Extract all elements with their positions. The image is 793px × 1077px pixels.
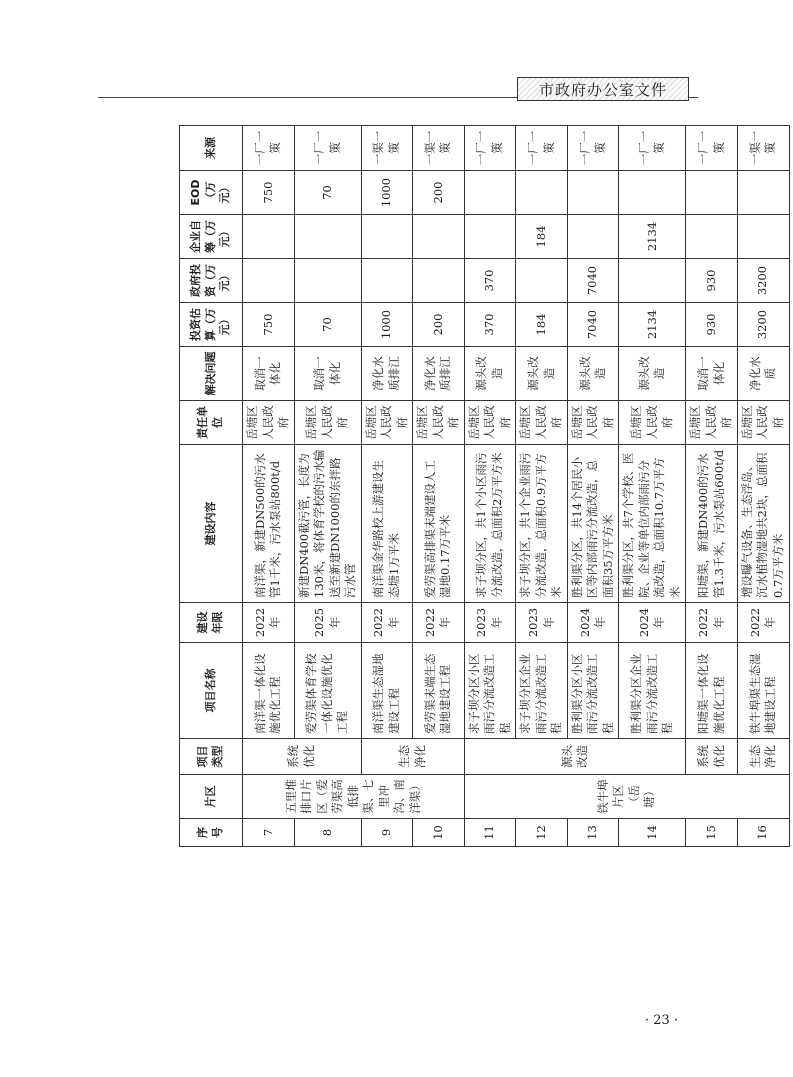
cell-name: 求子坝分区企业雨污分流改造工程 — [516, 643, 568, 739]
cell-estimate: 2134 — [619, 303, 686, 347]
cell-name: 胜利渠分区小区雨污分流改造工程 — [567, 643, 619, 739]
document-header-label: 市政府办公室文件 — [517, 77, 689, 101]
cell-problem: 取消一体化 — [243, 347, 295, 401]
page-number: · 23 · — [645, 1013, 679, 1028]
header-estimate: 投资估算（万元） — [180, 303, 243, 347]
cell-source: 一厂一策 — [243, 126, 295, 171]
cell-zone: 五里堆排口片区（爱劳渠高低排渠、七里冲沟、南洋渠） — [243, 775, 465, 819]
cell-source: 一厂一策 — [464, 126, 516, 171]
cell-estimate: 200 — [413, 303, 465, 347]
table-row — [294, 126, 361, 847]
header-source: 来源 — [180, 126, 243, 171]
cell-source: 一厂一策 — [567, 126, 619, 171]
cell-gov — [243, 259, 295, 303]
cell-source: 一渠一策 — [737, 126, 789, 171]
cell-problem: 取消一体化 — [686, 347, 738, 401]
cell-unit: 岳塘区人民政府 — [737, 401, 789, 445]
cell-content: 南洋渠，新建DN500的污水管1千米，污水泵站800t/d — [243, 445, 295, 603]
cell-year: 2022年 — [737, 603, 789, 643]
table-row — [619, 126, 686, 847]
header-problem: 解决问题 — [180, 347, 243, 401]
cell-source: 一厂一策 — [516, 126, 568, 171]
rotated-table-container — [179, 130, 785, 847]
cell-unit: 岳塘区人民政府 — [243, 401, 295, 445]
header-corp: 企业自筹（万元） — [180, 215, 243, 259]
cell-eod: 200 — [413, 171, 465, 215]
cell-unit: 岳塘区人民政府 — [413, 401, 465, 445]
cell-no: 7 — [243, 819, 295, 847]
cell-content: 阳塘渠，新建DN400的污水管1.3千米，污水泵站600t/d — [686, 445, 738, 603]
table-row — [361, 126, 413, 847]
cell-unit: 岳塘区人民政府 — [567, 401, 619, 445]
cell-estimate: 750 — [243, 303, 295, 347]
header-year: 建设年限 — [180, 603, 243, 643]
cell-content: 求子坝分区，共1个企业雨污分流改造，总面积0.9万平方米 — [516, 445, 568, 603]
cell-content: 爱劳渠高排渠末端建设人工湿地0.17万平米 — [413, 445, 465, 603]
cell-type: 生态净化 — [361, 739, 464, 775]
cell-eod — [464, 171, 516, 215]
cell-corp — [413, 215, 465, 259]
cell-year: 2022年 — [413, 603, 465, 643]
cell-type: 系统优化 — [243, 739, 362, 775]
cell-type: 生态净化 — [737, 739, 789, 775]
cell-name: 爱劳渠末端生态湿地建设工程 — [413, 643, 465, 739]
cell-gov: 3200 — [737, 259, 789, 303]
cell-name: 南洋渠一体化设施优化工程 — [243, 643, 295, 739]
cell-gov: 370 — [464, 259, 516, 303]
cell-corp: 2134 — [619, 215, 686, 259]
cell-unit: 岳塘区人民政府 — [294, 401, 361, 445]
cell-eod — [516, 171, 568, 215]
cell-no: 11 — [464, 819, 516, 847]
cell-estimate: 370 — [464, 303, 516, 347]
table-row — [686, 126, 738, 847]
cell-year: 2023年 — [516, 603, 568, 643]
cell-gov — [294, 259, 361, 303]
header-no: 序号 — [180, 819, 243, 847]
cell-estimate: 70 — [294, 303, 361, 347]
table-header-row — [180, 126, 243, 847]
cell-content: 新建DN400截污管，长度为130米，将体育学校的污水输送至新建DN1000的东拌路污水管 — [294, 445, 361, 603]
cell-year: 2022年 — [361, 603, 413, 643]
cell-type: 系统优化 — [686, 739, 738, 775]
cell-year: 2024年 — [619, 603, 686, 643]
cell-name: 南洋渠生态湿地建设工程 — [361, 643, 413, 739]
cell-corp — [243, 215, 295, 259]
cell-estimate: 7040 — [567, 303, 619, 347]
cell-no: 15 — [686, 819, 738, 847]
cell-estimate: 184 — [516, 303, 568, 347]
cell-problem: 源头改造 — [619, 347, 686, 401]
cell-gov: 930 — [686, 259, 738, 303]
header-unit: 责任单位 — [180, 401, 243, 445]
cell-year: 2022年 — [686, 603, 738, 643]
cell-unit: 岳塘区人民政府 — [361, 401, 413, 445]
cell-corp — [567, 215, 619, 259]
cell-corp — [464, 215, 516, 259]
cell-corp — [294, 215, 361, 259]
cell-eod — [737, 171, 789, 215]
cell-eod — [567, 171, 619, 215]
cell-eod — [686, 171, 738, 215]
cell-unit: 岳塘区人民政府 — [516, 401, 568, 445]
cell-name: 阳塘渠一体化设施优化工程 — [686, 643, 738, 739]
cell-unit: 岳塘区人民政府 — [619, 401, 686, 445]
cell-no: 9 — [361, 819, 413, 847]
cell-name: 爱劳渠体育学校一体化设施优化工程 — [294, 643, 361, 739]
cell-content: 胜利渠分区，共7个学校、医院、企业等单位内部雨污分流改造，总面积10.7万平方米 — [619, 445, 686, 603]
cell-no: 10 — [413, 819, 465, 847]
table-row — [737, 126, 789, 847]
cell-corp: 184 — [516, 215, 568, 259]
cell-gov — [361, 259, 413, 303]
cell-problem: 净化水质排江 — [361, 347, 413, 401]
cell-eod: 1000 — [361, 171, 413, 215]
header-name: 项目名称 — [180, 643, 243, 739]
cell-eod: 750 — [243, 171, 295, 215]
cell-source: 一渠一策 — [361, 126, 413, 171]
header-zone: 片区 — [180, 775, 243, 819]
cell-unit: 岳塘区人民政府 — [464, 401, 516, 445]
header-type: 项目类型 — [180, 739, 243, 775]
cell-source: 一渠一策 — [413, 126, 465, 171]
header-gov: 政府投资（万元） — [180, 259, 243, 303]
cell-eod: 70 — [294, 171, 361, 215]
cell-gov — [516, 259, 568, 303]
cell-year: 2025年 — [294, 603, 361, 643]
cell-problem: 源头改造 — [464, 347, 516, 401]
cell-no: 16 — [737, 819, 789, 847]
cell-name: 铁牛埠渠生态湿地建设工程 — [737, 643, 789, 739]
table-row — [464, 126, 516, 847]
cell-unit: 岳塘区人民政府 — [686, 401, 738, 445]
cell-problem: 净化水质排江 — [413, 347, 465, 401]
cell-content: 增设曝气设备、生态浮岛、沉水植物湿地共2块，总面积0.7万平方米 — [737, 445, 789, 603]
cell-gov: 7040 — [567, 259, 619, 303]
cell-zone: 铁牛埠片区（岳塘） — [464, 775, 789, 819]
cell-problem: 净化水质 — [737, 347, 789, 401]
cell-problem: 取消一体化 — [294, 347, 361, 401]
cell-source: 一厂一策 — [294, 126, 361, 171]
cell-no: 13 — [567, 819, 619, 847]
cell-eod — [619, 171, 686, 215]
cell-year: 2024年 — [567, 603, 619, 643]
table-row — [243, 126, 295, 847]
cell-source: 一厂一策 — [686, 126, 738, 171]
cell-no: 8 — [294, 819, 361, 847]
table-row — [413, 126, 465, 847]
cell-gov — [619, 259, 686, 303]
cell-type: 源头改造 — [464, 739, 686, 775]
cell-no: 14 — [619, 819, 686, 847]
cell-name: 胜利渠分区企业雨污分流改造工程 — [619, 643, 686, 739]
cell-estimate: 3200 — [737, 303, 789, 347]
cell-name: 求子坝分区小区雨污分流改造工程 — [464, 643, 516, 739]
cell-estimate: 1000 — [361, 303, 413, 347]
cell-content: 胜利渠分区，共14个居民小区等内部雨污分流改造，总面积35万平方米 — [567, 445, 619, 603]
cell-content: 求子坝分区，共1个小区雨污分流改造，总面积2万平方米 — [464, 445, 516, 603]
table-row — [567, 126, 619, 847]
header-content: 建设内容 — [180, 445, 243, 603]
cell-no: 12 — [516, 819, 568, 847]
table-row — [516, 126, 568, 847]
cell-problem: 源头改造 — [516, 347, 568, 401]
project-table — [179, 125, 790, 847]
cell-corp — [361, 215, 413, 259]
cell-problem: 源头改造 — [567, 347, 619, 401]
cell-gov — [413, 259, 465, 303]
cell-estimate: 930 — [686, 303, 738, 347]
cell-corp — [686, 215, 738, 259]
header-eod: EOD（万元） — [180, 171, 243, 215]
cell-corp — [737, 215, 789, 259]
cell-content: 南洋渠金华路校上游建设生态塘1万平米 — [361, 445, 413, 603]
cell-year: 2023年 — [464, 603, 516, 643]
cell-source: 一厂一策 — [619, 126, 686, 171]
cell-year: 2022年 — [243, 603, 295, 643]
